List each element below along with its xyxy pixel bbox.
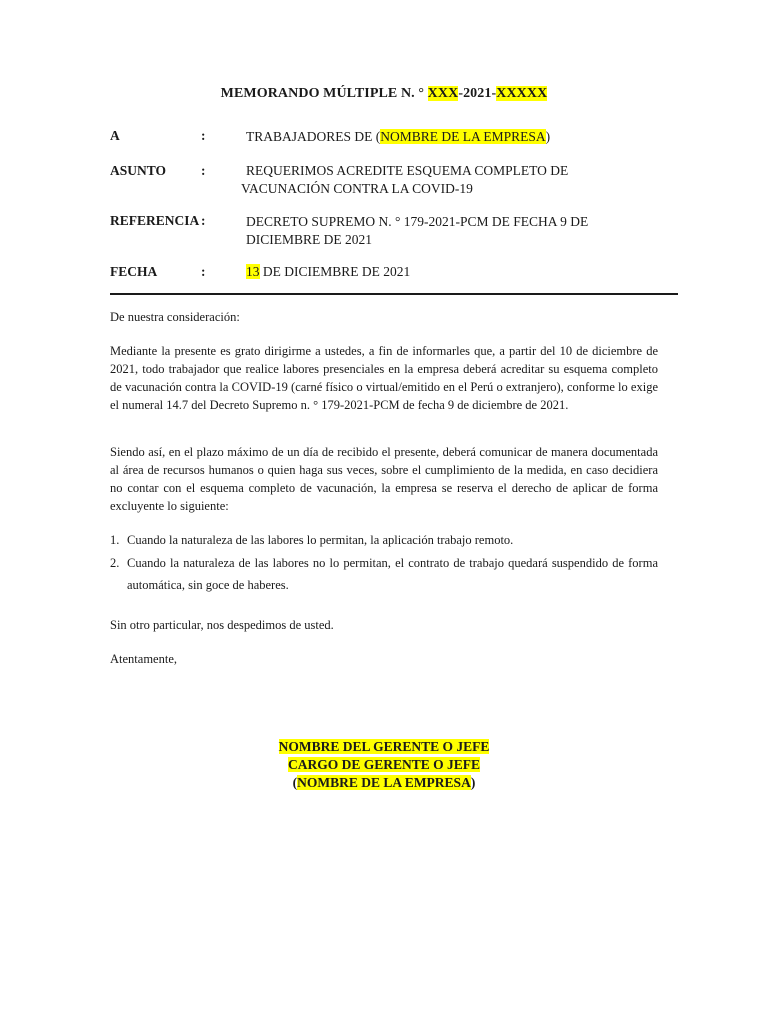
farewell: Atentamente, [110,652,177,666]
memo-title-middle: -2021- [458,86,497,101]
subject-colon: : [201,163,206,178]
list-number: 2. [110,556,120,570]
to-value-prefix: TRABAJADORES DE ( [246,129,381,144]
header-divider [110,293,678,295]
signature-name-placeholder: NOMBRE DEL GERENTE O JEFE [278,739,490,754]
list-number: 1. [110,533,120,547]
signature-position-placeholder: CARGO DE GERENTE O JEFE [287,757,481,772]
date-colon: : [201,264,206,279]
date-value [246,263,606,281]
list-text: Cuando la naturaleza de las labores lo permitan, la aplicación trabajo remoto. [127,533,514,547]
reference-label: REFERENCIA [110,213,200,228]
reference-line2: DICIEMBRE DE 2021 [246,232,372,247]
memo-title [0,86,768,102]
closing-sentence: Sin otro particular, nos despedimos de usted. [110,618,334,632]
subject-label: ASUNTO [110,163,167,178]
subject-line1: REQUERIMOS ACREDITE ESQUEMA COMPLETO DE [246,163,569,178]
signature-company-open: ( [292,775,298,790]
greeting: De nuestra consideración: [110,310,240,324]
memo-suffix-placeholder: XXXXX [496,86,548,101]
paragraph-1: Mediante la presente es grato dirigirme a ustedes, a fin de informarles que, a partir del 10 de diciembre de 2021, todo trabajador que realice labores presenciales en la empresa deberá acreditar su esquema completo de vacunación contra la COVID-19 (carné físico o virtual/emitido en el Perú o extranjero), conforme lo exige el numeral 14.7 del Decreto Supremo n. ° 179-2021-PCM de fecha 9 de diciembre de 2021. [110,344,658,412]
paragraph-2: Siendo así, en el plazo máximo de un día de recibido el presente, deberá comunicar de manera documentada al área de recursos humanos o quien haga sus veces, sobre el cumplimiento de la medida, en caso decidiera no contar con el esquema completo de vacunación, la empresa se reserva el derecho de aplicar de forma excluyente lo siguiente: [110,445,658,513]
memo-title-prefix: MEMORANDO MÚLTIPLE N. ° [220,86,428,101]
to-label: A [110,128,120,143]
to-value [246,128,606,146]
reference-colon: : [201,213,206,228]
signature-company [0,773,768,792]
signature-name [0,737,768,756]
to-value-suffix: ) [545,129,551,144]
date-day-placeholder: 13 [246,264,260,279]
subject-line2: VACUNACIÓN CONTRA LA COVID-19 [241,181,473,196]
to-colon: : [201,128,206,143]
to-company-placeholder: NOMBRE DE LA EMPRESA [380,129,546,144]
signature-position [0,755,768,774]
memo-number-placeholder: XXX [427,86,459,101]
date-label: FECHA [110,264,158,279]
list-text: Cuando la naturaleza de las labores no lo permitan, el contrato de trabajo quedará suspendido de forma automática, sin goce de haberes. [127,556,658,592]
signature-company-close: ) [470,775,476,790]
date-rest: DE DICIEMBRE DE 2021 [259,264,411,279]
signature-company-placeholder: NOMBRE DE LA EMPRESA [297,775,471,790]
reference-line1: DECRETO SUPREMO N. ° 179-2021-PCM DE FECHA 9 DE [246,214,589,229]
